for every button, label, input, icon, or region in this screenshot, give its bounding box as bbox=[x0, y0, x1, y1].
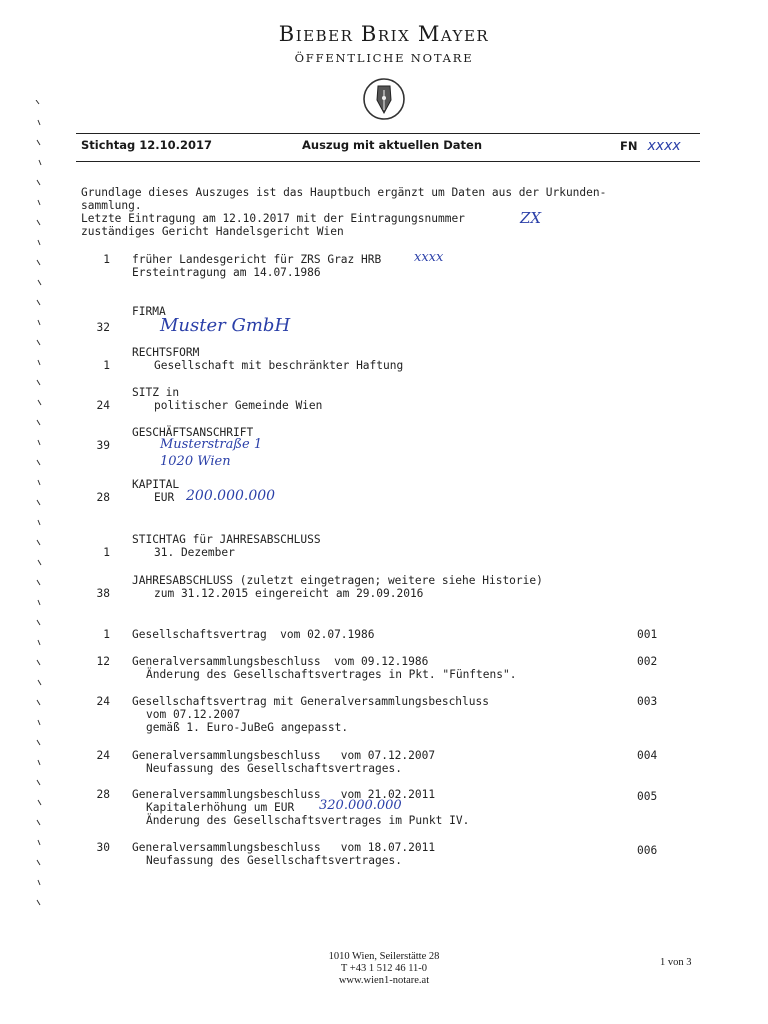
fountain-pen-nib-logo bbox=[361, 76, 407, 122]
handwritten-capital-increase: 320.000.000 bbox=[319, 798, 402, 813]
document-note: Änderung des Gesellschaftsvertrages im Punkt IV. bbox=[146, 814, 470, 827]
document-number: 30 bbox=[96, 841, 110, 854]
handwritten-company-name: Muster GmbH bbox=[160, 315, 291, 336]
document-code: 002 bbox=[637, 655, 658, 668]
document-number: 24 bbox=[96, 749, 110, 762]
document-code: 005 bbox=[637, 790, 658, 803]
document-note: Neufassung des Gesellschaftsvertrages. bbox=[146, 854, 402, 867]
section-label-sitz: SITZ in bbox=[132, 386, 180, 399]
section-label-firma: FIRMA bbox=[132, 305, 166, 318]
handwritten-hrb-number: xxxx bbox=[414, 250, 444, 265]
entry-number: 1 bbox=[103, 253, 110, 266]
document-title: Generalversammlungsbeschluss vom 07.12.2007 bbox=[132, 749, 436, 762]
fn-number bbox=[620, 138, 681, 154]
document-code: 006 bbox=[637, 844, 658, 857]
document-title: Gesellschaftsvertrag mit Generalversammlungsbeschluss bbox=[132, 695, 489, 708]
header-rule-top bbox=[76, 133, 700, 134]
page-number: 1 von 3 bbox=[660, 957, 692, 968]
letterhead-name bbox=[0, 22, 768, 46]
intro-line: sammlung. bbox=[81, 199, 142, 212]
letterhead-name-part: Mayer bbox=[417, 22, 490, 46]
letterhead-subtitle: ÖFFENTLICHE NOTARE bbox=[294, 51, 474, 65]
letterhead-name-part: Brix bbox=[360, 22, 411, 46]
document-note: gemäß 1. Euro-JuBeG angepasst. bbox=[146, 721, 349, 734]
document-title: Generalversammlungsbeschluss vom 18.07.2011 bbox=[132, 841, 436, 854]
handwritten-capital-amount: 200.000.000 bbox=[186, 488, 276, 504]
document-note: vom 07.12.2007 bbox=[146, 708, 241, 721]
intro-line: Letzte Eintragung am 12.10.2017 mit der Eintragungsnummer bbox=[81, 212, 465, 225]
handwritten-entry-number: ZX bbox=[520, 209, 542, 227]
document-code: 001 bbox=[637, 628, 658, 641]
entry-text: 31. Dezember bbox=[154, 546, 235, 559]
footer-address bbox=[0, 951, 768, 987]
entry-number: 39 bbox=[96, 439, 110, 452]
section-label-stichtag: STICHTAG für JAHRESABSCHLUSS bbox=[132, 533, 321, 546]
entry-text: Ersteintragung am 14.07.1986 bbox=[132, 266, 321, 279]
entry-number: 1 bbox=[103, 359, 110, 372]
entry-text: politischer Gemeinde Wien bbox=[154, 399, 323, 412]
document-code: 003 bbox=[637, 695, 658, 708]
stichtag-label: Stichtag 12.10.2017 bbox=[81, 138, 212, 152]
letterhead-name-part: Bieber bbox=[278, 22, 354, 46]
extract-title: Auszug mit aktuellen Daten bbox=[302, 138, 483, 152]
document-code: 004 bbox=[637, 749, 658, 762]
document-title: Generalversammlungsbeschluss vom 09.12.1986 bbox=[132, 655, 429, 668]
document-title: Generalversammlungsbeschluss vom 21.02.2011 bbox=[132, 788, 436, 801]
currency-label: EUR bbox=[154, 491, 175, 504]
entry-number: 38 bbox=[96, 587, 110, 600]
fn-handwritten-value: xxxx bbox=[647, 138, 681, 154]
footer-website: www.wien1-notare.at bbox=[338, 975, 430, 986]
entry-number: 32 bbox=[96, 321, 110, 334]
document-number: 12 bbox=[96, 655, 110, 668]
document-note: Neufassung des Gesellschaftsvertrages. bbox=[146, 762, 402, 775]
entry-text: Gesellschaft mit beschränkter Haftung bbox=[154, 359, 404, 372]
intro-line: zuständiges Gericht Handelsgericht Wien bbox=[81, 225, 344, 238]
entry-number: 24 bbox=[96, 399, 110, 412]
document-note: Kapitalerhöhung um EUR bbox=[146, 801, 295, 814]
entry-text: zum 31.12.2015 eingereicht am 29.09.2016 bbox=[154, 587, 424, 600]
handwritten-street: Musterstraße 1 bbox=[160, 437, 263, 452]
footer-street: 1010 Wien, Seilerstätte 28 bbox=[328, 951, 440, 962]
section-label-jahresabschluss: JAHRESABSCHLUSS (zuletzt eingetragen; weitere siehe Historie) bbox=[132, 574, 543, 587]
entry-text: früher Landesgericht für ZRS Graz HRB bbox=[132, 253, 382, 266]
section-label-rechtsform: RECHTSFORM bbox=[132, 346, 200, 359]
fn-label: FN bbox=[620, 139, 638, 153]
entry-number: 1 bbox=[103, 546, 110, 559]
section-label-kapital: KAPITAL bbox=[132, 478, 180, 491]
footer-phone: T +43 1 512 46 11-0 bbox=[340, 963, 428, 974]
document-note: Änderung des Gesellschaftsvertrages in Pkt. "Fünftens". bbox=[146, 668, 517, 681]
document-number: 28 bbox=[96, 788, 110, 801]
header-rule-bottom bbox=[76, 161, 700, 162]
entry-number: 28 bbox=[96, 491, 110, 504]
handwritten-city: 1020 Wien bbox=[160, 454, 231, 469]
document-number: 24 bbox=[96, 695, 110, 708]
document-number: 1 bbox=[103, 628, 110, 641]
section-label-anschrift: GESCHÄFTSANSCHRIFT bbox=[132, 426, 254, 439]
intro-line: Grundlage dieses Auszuges ist das Hauptbuch ergänzt um Daten aus der Urkunden- bbox=[81, 186, 607, 199]
document-title: Gesellschaftsvertrag vom 02.07.1986 bbox=[132, 628, 375, 641]
scan-edge-artifact bbox=[34, 100, 46, 920]
